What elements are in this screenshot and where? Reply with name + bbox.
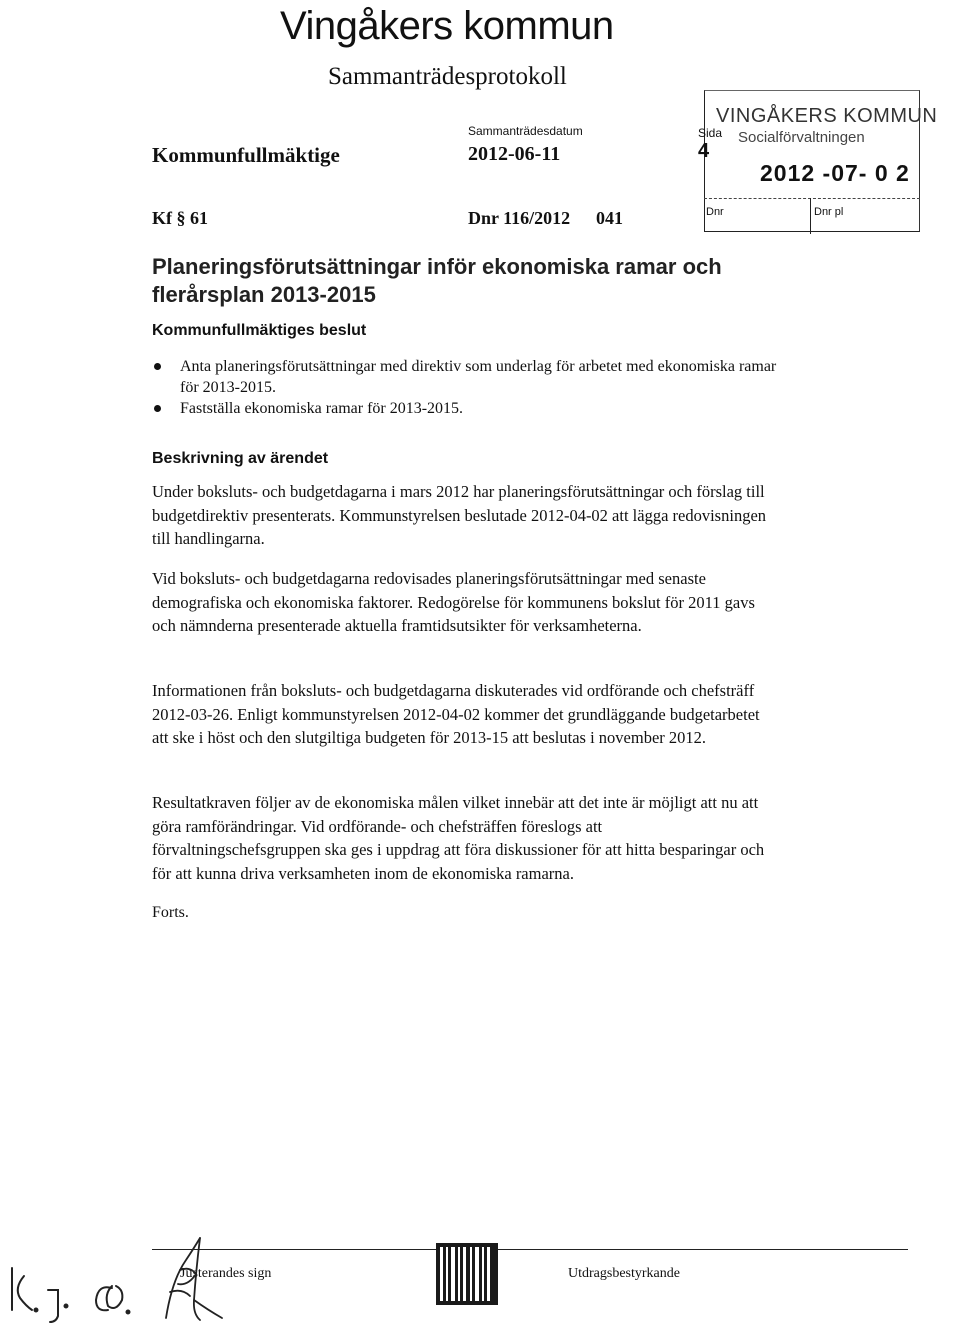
document-type: Sammanträdesprotokoll — [328, 63, 567, 90]
extract-certification-label: Utdragsbestyrkande — [568, 1266, 680, 1281]
section-number: Kf § 61 — [152, 208, 208, 228]
stamp-divider — [704, 198, 920, 199]
decision-heading: Kommunfullmäktiges beslut — [152, 322, 367, 339]
decision-list — [152, 356, 792, 419]
barcode-icon — [436, 1243, 498, 1305]
meeting-date: 2012-06-11 — [468, 143, 561, 165]
description-paragraph: Vid boksluts- och budgetdagarna redovisades planeringsförutsättningar med senaste demografiska och ekonomiska faktorer. Redogörelse för kommunens bokslut för 2011 gavs och nämnderna presenterade aktuella framtidsutsikter för verksamheterna. — [152, 569, 755, 635]
archive-code: 041 — [596, 208, 623, 228]
description-paragraph: Under boksluts- och budgetdagarna i mars 2012 har planeringsförutsättningar och förslag till budgetdirektiv presenterats. Kommunstyrelsen beslutade 2012-04-02 att lägga redovisningen till handlingarna. — [152, 482, 767, 548]
governing-body: Kommunfullmäktige — [152, 143, 340, 167]
organization-name: Vingåkers kommun — [280, 4, 614, 48]
case-number: Dnr 116/2012 — [468, 208, 571, 228]
description-paragraph: Informationen från boksluts- och budgetdagarna diskuterades vid ordförande och chefsträff 2012-03-26. Enligt kommunstyrelsen 2012-04-02 kommer det grundläggande budgetarbetet att ske i höst och den slutgiltiga budgeten för 2013-15 att beslutas i november 2012. — [152, 681, 760, 747]
item-title-line-2: flerårsplan 2013-2015 — [152, 282, 376, 307]
meeting-date-label: Sammanträdesdatum — [468, 124, 583, 138]
stamp-date: 2012 -07- 0 2 — [760, 160, 910, 186]
description-paragraph: Resultatkraven följer av de ekonomiska målen vilket innebär att det inte är möjligt att nu att göra ramförändringar. Vid ordförande- och chefsträffen föreslogs att förvaltningschefsgruppen ska ges i uppdrag att föra diskussioner för att hitta besparingar och för att kunna driva verksamheten inom de ekonomiska ramarna. — [152, 793, 765, 883]
item-title-line-1: Planeringsförutsättningar inför ekonomiska ramar och — [152, 254, 722, 279]
stamp-column-divider — [810, 198, 811, 234]
item-title — [152, 253, 722, 309]
page-number: 4 — [698, 140, 710, 162]
signature-icon — [160, 1230, 230, 1326]
stamp-organization: VINGÅKERS KOMMUN — [716, 105, 938, 127]
description-heading: Beskrivning av ärendet — [152, 450, 329, 467]
stamp-dnr-label: Dnr — [706, 206, 724, 218]
continued-marker: Forts. — [152, 904, 189, 921]
decision-item: Fastställa ekonomiska ramar för 2013-2015. — [152, 398, 792, 419]
stamp-dnr-pl-label: Dnr pl — [814, 206, 844, 218]
decision-item: Anta planeringsförutsättningar med direktiv som underlag för arbetet med ekonomiska ramar för 2013-2015. — [152, 356, 792, 398]
adjuster-sign-label: Justerandes sign — [180, 1266, 272, 1281]
page-label: Sida — [698, 126, 723, 140]
stamp-department: Socialförvaltningen — [738, 129, 865, 146]
